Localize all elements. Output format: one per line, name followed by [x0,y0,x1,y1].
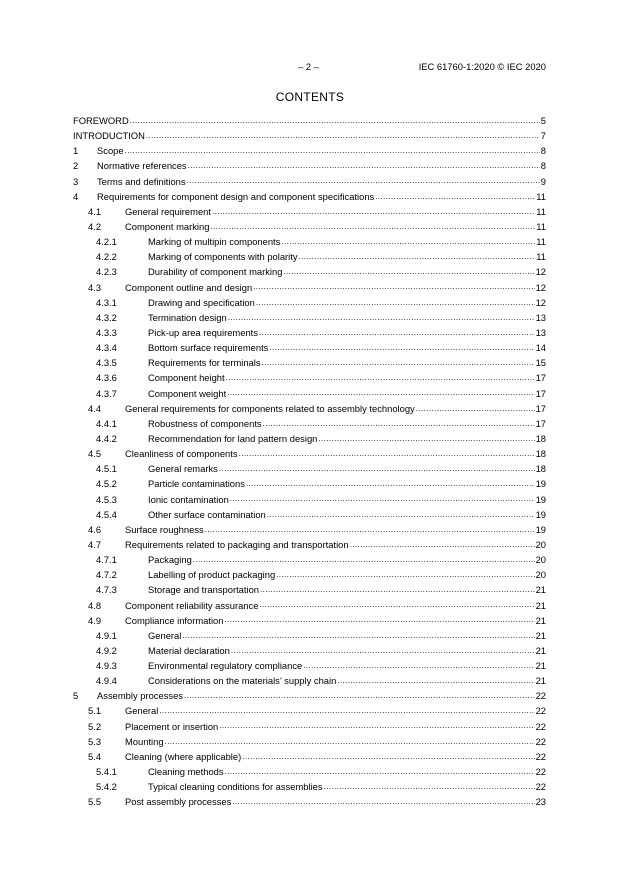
toc-entry-number: 4.5.2 [96,478,117,490]
toc-entry[interactable] [73,552,546,567]
dot-leader [263,418,535,428]
toc-entry-number: 4.9.1 [96,629,117,641]
toc-entry[interactable] [73,507,546,522]
toc-entry[interactable] [73,431,546,446]
toc-entry-number: 4.3.2 [96,311,117,323]
toc-entry-page: 19 [535,493,546,505]
toc-entry-number: 4 [73,190,79,202]
toc-entry[interactable] [73,628,546,643]
toc-entry-title: General remarks [148,463,218,475]
toc-entry-title: FOREWORD [73,115,129,126]
dot-leader [318,433,534,443]
dot-leader [324,781,535,791]
toc-entry-number: 3 [73,175,79,187]
toc-entry-title: Requirements related to packaging and transportation [125,538,349,550]
toc-entry-page: 19 [535,478,546,490]
toc-entry-title: Durability of component marking [148,266,283,278]
toc-entry-page: 20 [535,538,546,550]
toc-entry[interactable] [73,128,546,143]
dot-leader [230,494,535,504]
dot-leader [205,524,535,534]
toc-entry-number: 4.4.1 [96,417,117,429]
toc-entry-number: 4.3.6 [96,372,117,384]
toc-entry-number: 4.2.3 [96,266,117,278]
toc-entry-page: 11 [536,251,546,263]
toc-entry-number: 4.4 [88,402,102,414]
toc-entry-number: 4.3.3 [96,326,117,338]
toc-entry[interactable] [73,613,546,628]
dot-leader [224,615,534,625]
dot-leader [262,357,535,367]
toc-entry-number: 4.3.1 [96,296,117,308]
dot-leader [212,206,535,216]
toc-entry[interactable] [73,734,546,749]
dot-leader [165,736,535,746]
toc-entry-page: 19 [535,508,546,520]
table-of-contents [73,113,546,809]
page-header [0,61,620,75]
dot-leader [225,766,535,776]
toc-entry-number: 5.4 [88,750,102,762]
toc-entry-title: Packaging [148,554,192,566]
toc-entry[interactable] [73,461,546,476]
toc-entry-title: Terms and definitions [97,175,186,187]
toc-entry-number: 5.2 [88,720,102,732]
toc-entry-title: Material declaration [148,644,230,656]
page-number: – 2 – [298,61,319,72]
toc-entry-page: 21 [535,614,546,626]
toc-entry-title: Mounting [125,735,164,747]
dot-leader [219,463,535,473]
toc-entry-page: 12 [535,281,546,293]
toc-entry-title: Cleaning methods [148,766,224,778]
dot-leader [182,630,534,640]
toc-entry-number: 5.5 [88,796,102,808]
toc-entry[interactable] [73,295,546,310]
dot-leader [281,236,535,246]
toc-entry-page: 13 [535,311,546,323]
toc-entry[interactable] [73,355,546,370]
dot-leader [416,403,535,413]
toc-entry-title: General [148,629,182,641]
toc-entry-page: 18 [535,463,546,475]
toc-entry-title: Surface roughness [125,523,204,535]
toc-entry-page: 22 [535,690,546,702]
toc-entry-number: 5.1 [88,705,102,717]
dot-leader [125,145,540,155]
dot-leader [259,600,534,610]
toc-entry-number: 5.4.2 [96,781,117,793]
toc-entry[interactable] [73,673,546,688]
toc-entry-page: 11 [536,220,546,232]
toc-entry[interactable] [73,143,546,158]
dot-leader [210,221,535,231]
toc-entry[interactable] [73,779,546,794]
toc-entry-page: 17 [535,387,546,399]
toc-entry-page: 22 [535,705,546,717]
toc-entry[interactable] [73,158,546,173]
toc-entry-page: 20 [535,554,546,566]
toc-entry-number: 5 [73,690,79,702]
toc-entry-page: 20 [535,569,546,581]
toc-entry-title: Component weight [148,387,227,399]
toc-entry-title: Cleanliness of components [125,448,238,460]
toc-entry-page: 21 [535,644,546,656]
toc-entry[interactable] [73,522,546,537]
toc-entry-title: Storage and transportation [148,584,260,596]
toc-entry-page: 5 [540,115,546,126]
toc-entry-number: 1 [73,145,79,157]
toc-entry[interactable] [73,401,546,416]
toc-entry-number: 2 [73,160,79,172]
toc-entry-title: Placement or insertion [125,720,219,732]
toc-entry-title: Marking of multipin components [148,236,281,248]
dot-leader [159,705,534,715]
dot-leader [337,675,534,685]
toc-entry-number: 4.5 [88,448,102,460]
toc-entry-title: Other surface contamination [148,508,266,520]
toc-entry-page: 18 [535,448,546,460]
toc-entry-number: 4.3.7 [96,387,117,399]
dot-leader [350,539,535,549]
toc-entry-title: Normative references [97,160,187,172]
toc-entry[interactable] [73,370,546,385]
toc-entry-title: Recommendation for land pattern design [148,432,318,444]
toc-entry-title: Pick-up area requirements [148,326,258,338]
toc-entry-number: 4.8 [88,599,102,611]
toc-entry-title: Component reliability assurance [125,599,259,611]
dot-leader [187,176,540,186]
toc-entry-title: General [125,705,159,717]
toc-entry-title: INTRODUCTION [73,130,145,142]
toc-entry-title: Termination design [148,311,227,323]
toc-entry[interactable] [73,386,546,401]
toc-entry[interactable] [73,643,546,658]
toc-entry-page: 12 [535,296,546,308]
dot-leader [276,569,534,579]
toc-entry-title: Marking of components with polarity [148,251,298,263]
toc-entry-page: 17 [535,372,546,384]
toc-entry-title: Scope [97,145,124,157]
toc-entry-number: 4.1 [88,205,102,217]
toc-entry[interactable] [73,416,546,431]
dot-leader [227,388,534,398]
toc-entry[interactable] [73,446,546,461]
dot-leader [219,721,534,731]
toc-entry-title: Bottom surface requirements [148,342,269,354]
toc-entry[interactable] [73,749,546,764]
toc-entry[interactable] [73,264,546,279]
toc-entry-page: 22 [535,781,546,793]
toc-entry[interactable] [73,764,546,779]
dot-leader [184,690,535,700]
toc-entry-page: 15 [535,357,546,369]
toc-entry-page: 23 [535,796,546,808]
toc-entry-title: Component height [148,372,225,384]
dot-leader [253,282,534,292]
toc-entry-page: 13 [535,326,546,338]
toc-entry-title: Cleaning (where applicable) [125,750,242,762]
toc-entry-title: Compliance information [125,614,224,626]
dot-leader [267,509,535,519]
toc-entry-title: General requirement [125,205,211,217]
toc-entry-number: 5.3 [88,735,102,747]
dot-leader [242,751,534,761]
toc-entry-number: 4.9.4 [96,675,117,687]
standard-identifier: IEC 61760-1:2020 © IEC 2020 [418,61,546,72]
toc-entry-title: Labelling of product packaging [148,569,276,581]
toc-entry[interactable] [73,703,546,718]
dot-leader [239,448,535,458]
dot-leader [246,478,535,488]
dot-leader [375,191,535,201]
toc-entry-page: 8 [540,145,546,157]
toc-entry-number: 4.7 [88,538,102,550]
toc-entry-page: 22 [535,766,546,778]
dot-leader [193,554,535,564]
toc-entry-page: 17 [535,402,546,414]
toc-entry-number: 4.5.4 [96,508,117,520]
toc-entry-page: 11 [536,205,546,217]
toc-entry-page: 22 [535,720,546,732]
toc-entry[interactable] [73,325,546,340]
contents-title: CONTENTS [275,90,345,104]
toc-entry-page: 14 [535,342,546,354]
toc-entry[interactable] [73,794,546,809]
toc-entry[interactable] [73,249,546,264]
toc-entry[interactable] [73,280,546,295]
toc-entry-number: 4.7.2 [96,569,117,581]
toc-entry-number: 4.2 [88,220,102,232]
toc-entry[interactable] [73,113,546,128]
toc-entry-title: Considerations on the materials’ supply chain [148,675,337,687]
toc-entry-page: 21 [535,584,546,596]
toc-entry-page: 11 [536,236,546,248]
toc-entry-number: 4.7.1 [96,554,117,566]
toc-entry-title: Particle contaminations [148,478,245,490]
toc-entry-number: 4.6 [88,523,102,535]
toc-entry[interactable] [73,537,546,552]
toc-entry-page: 11 [536,190,546,202]
toc-entry-page: 21 [535,675,546,687]
dot-leader [146,130,540,140]
toc-entry[interactable] [73,719,546,734]
toc-entry-number: 4.3.5 [96,357,117,369]
toc-entry[interactable] [73,582,546,597]
toc-entry-title: Post assembly processes [125,796,232,808]
toc-entry[interactable] [73,204,546,219]
toc-entry-number: 4.2.1 [96,236,117,248]
toc-entry[interactable] [73,567,546,582]
toc-entry-number: 4.3 [88,281,102,293]
dot-leader [260,584,535,594]
dot-leader [226,372,535,382]
toc-entry-number: 4.9 [88,614,102,626]
toc-entry-number: 4.2.2 [96,251,117,263]
toc-entry-number: 4.5.3 [96,493,117,505]
toc-entry-title: Drawing and specification [148,296,255,308]
toc-entry-title: Ionic contamination [148,493,229,505]
toc-entry[interactable] [73,174,546,189]
toc-entry-title: Assembly processes [97,690,183,702]
toc-entry[interactable] [73,189,546,204]
toc-entry-number: 5.4.1 [96,766,117,778]
toc-entry-page: 21 [535,660,546,672]
dot-leader [228,312,535,322]
toc-entry-page: 21 [535,599,546,611]
toc-entry-title: General requirements for components related to assembly technology [125,402,415,414]
toc-entry-number: 4.4.2 [96,432,117,444]
toc-entry-number: 4.9.2 [96,644,117,656]
dot-leader [130,115,540,125]
toc-entry-title: Typical cleaning conditions for assemblies [148,781,323,793]
toc-entry[interactable] [73,340,546,355]
toc-entry[interactable] [73,658,546,673]
toc-entry-page: 9 [540,175,546,187]
dot-leader [303,660,534,670]
dot-leader [188,160,540,170]
toc-entry[interactable] [73,234,546,249]
dot-leader [259,327,535,337]
toc-entry[interactable] [73,219,546,234]
toc-entry[interactable] [73,476,546,491]
dot-leader [269,342,534,352]
dot-leader [299,251,536,261]
toc-entry-title: Component marking [125,220,210,232]
toc-entry-page: 22 [535,750,546,762]
toc-entry[interactable] [73,310,546,325]
toc-entry[interactable] [73,492,546,507]
toc-entry-page: 8 [540,160,546,172]
toc-entry-number: 4.9.3 [96,660,117,672]
toc-entry-page: 18 [535,432,546,444]
toc-entry-title: Component outline and design [125,281,253,293]
dot-leader [232,796,534,806]
toc-entry-title: Requirements for component design and component specifications [97,190,375,202]
toc-entry-page: 17 [535,417,546,429]
dot-leader [283,266,534,276]
toc-entry-page: 12 [535,266,546,278]
toc-entry[interactable] [73,688,546,703]
toc-entry-title: Robustness of components [148,417,262,429]
toc-entry[interactable] [73,598,546,613]
dot-leader [256,297,535,307]
toc-entry-page: 7 [540,130,546,142]
toc-entry-title: Environmental regulatory compliance [148,660,303,672]
toc-entry-title: Requirements for terminals [148,357,261,369]
toc-entry-page: 22 [535,735,546,747]
toc-entry-number: 4.3.4 [96,342,117,354]
toc-entry-page: 21 [535,629,546,641]
dot-leader [231,645,535,655]
toc-entry-number: 4.7.3 [96,584,117,596]
toc-entry-page: 19 [535,523,546,535]
toc-entry-number: 4.5.1 [96,463,117,475]
